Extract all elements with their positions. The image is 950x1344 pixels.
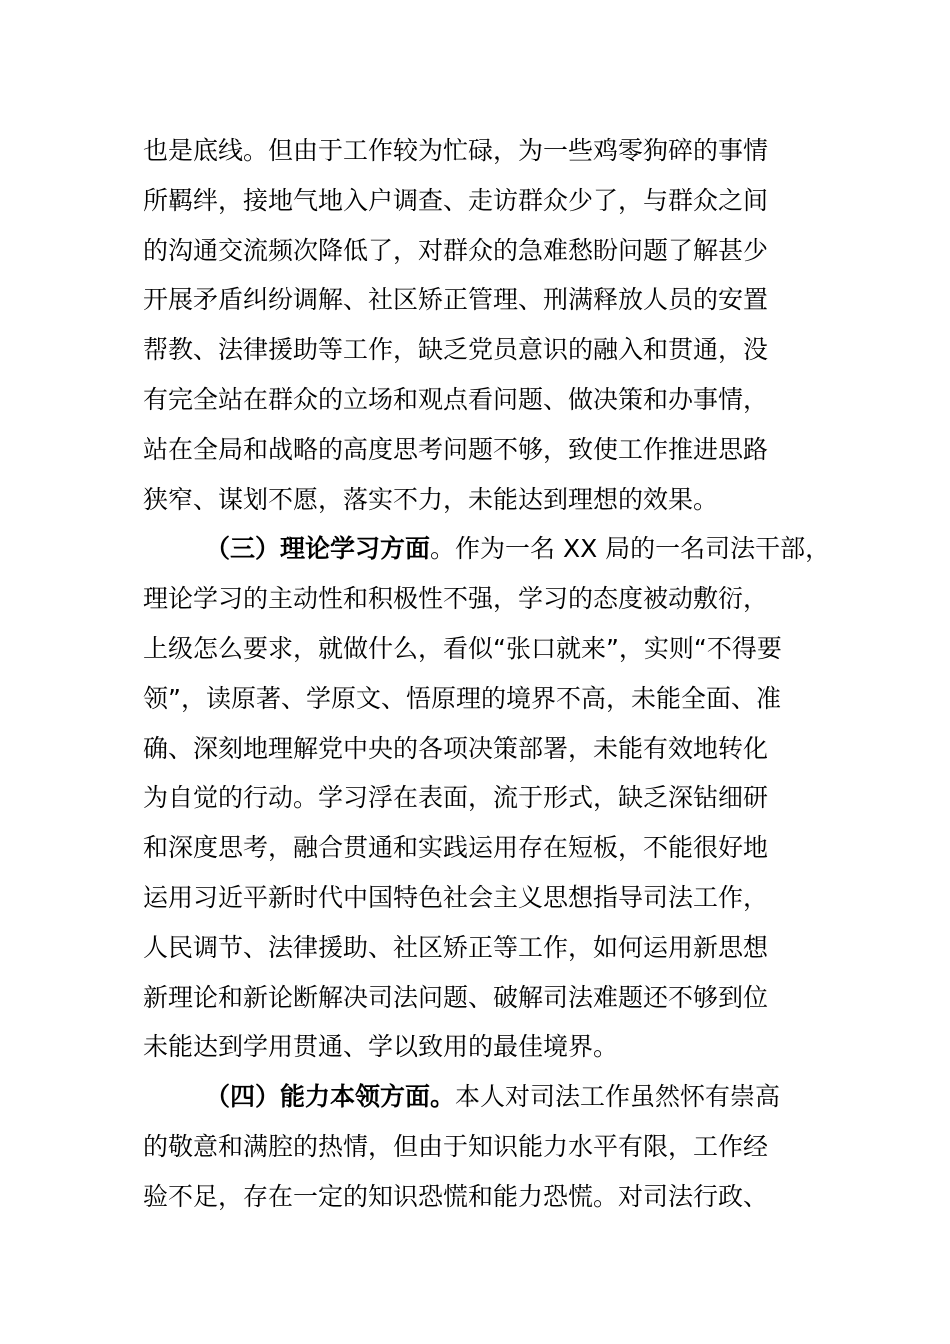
text-line: 领”，读原著、学原文、悟原理的境界不高，未能全面、准 bbox=[143, 683, 781, 713]
text-line: 的敬意和满腔的热情，但由于知识能力水平有限，工作经 bbox=[143, 1131, 769, 1161]
text-line: 站在全局和战略的高度思考问题不够，致使工作推进思路 bbox=[143, 434, 769, 464]
text-line: 和深度思考，融合贯通和实践运用存在短板，不能很好地 bbox=[143, 833, 769, 863]
document-body bbox=[143, 126, 833, 1222]
section-3-heading: （三）理论学习方面 bbox=[205, 534, 431, 564]
section-4-first-line bbox=[143, 1072, 833, 1122]
text-line: 运用习近平新时代中国特色社会主义思想指导司法工作， bbox=[143, 882, 769, 912]
text-line: 理论学习的主动性和积极性不强，学习的态度被动敷衍， bbox=[143, 584, 769, 614]
text-line: 所羁绊，接地气地入户调查、走访群众少了，与群众之间 bbox=[143, 185, 769, 215]
section-3-first-line bbox=[143, 524, 833, 574]
section-3-first-line-text: 。作为一名 XX 局的一名司法干部， bbox=[430, 534, 831, 564]
text-line: 也是底线。但由于工作较为忙碌，为一些鸡零狗碎的事情 bbox=[143, 136, 769, 165]
section-4-first-line-text: 本人对司法工作虽然怀有崇高 bbox=[455, 1082, 781, 1112]
text-line: 开展矛盾纠纷调解、社区矫正管理、刑满释放人员的安置 bbox=[143, 285, 769, 315]
text-line: 人民调节、法律援助、社区矫正等工作，如何运用新思想 bbox=[143, 932, 769, 962]
text-line: 狭窄、谋划不愿，落实不力，未能达到理想的效果。 bbox=[143, 484, 719, 514]
text-line: 确、深刻地理解党中央的各项决策部署，未能有效地转化 bbox=[143, 733, 769, 763]
text-line: 帮教、法律援助等工作，缺乏党员意识的融入和贯通，没 bbox=[143, 335, 769, 365]
text-line: 有完全站在群众的立场和观点看问题、做决策和办事情， bbox=[143, 384, 769, 414]
text-line: 新理论和新论断解决司法问题、破解司法难题还不够到位 bbox=[143, 982, 769, 1012]
text-line: 的沟通交流频次降低了，对群众的急难愁盼问题了解甚少 bbox=[143, 235, 769, 265]
text-line: 未能达到学用贯通、学以致用的最佳境界。 bbox=[143, 1032, 619, 1062]
text-line: 为自觉的行动。学习浮在表面，流于形式，缺乏深钻细研 bbox=[143, 783, 769, 813]
section-4-heading: （四）能力本领方面。 bbox=[205, 1082, 456, 1112]
text-line: 上级怎么要求，就做什么，看似“张口就来”，实则“不得要 bbox=[143, 633, 782, 663]
text-line: 验不足，存在一定的知识恐慌和能力恐慌。对司法行政、 bbox=[143, 1181, 769, 1211]
